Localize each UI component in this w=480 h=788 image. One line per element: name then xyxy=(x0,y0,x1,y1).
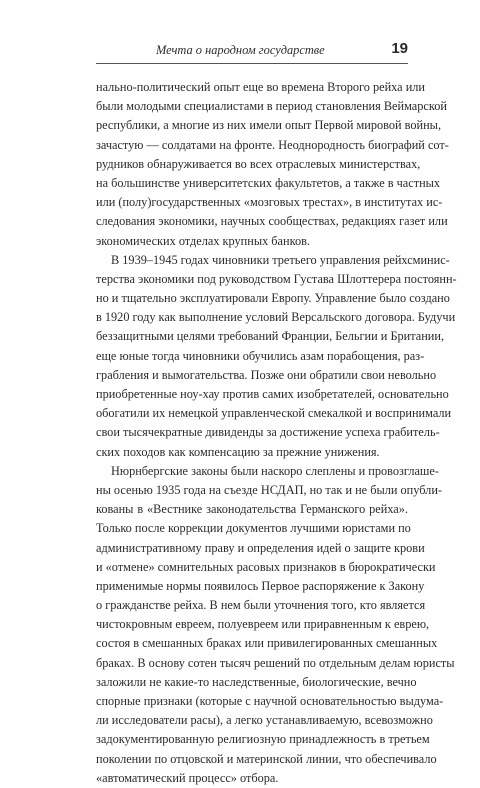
text-line: заложили не какие-то наследственные, биологические, вечно xyxy=(96,674,417,689)
text-line: применимые нормы появилось Первое распоряжение к Закону xyxy=(96,578,425,593)
text-line: республики, а многие из них имели опыт Первой мировой войны, xyxy=(96,118,442,133)
text-line: еще юные тогда чиновники обучились азам порабощения, раз- xyxy=(96,348,425,363)
text-line: ли исследователи расы), а легко устанавливаемую, всевозможно xyxy=(96,713,433,728)
text-line: терства экономики под руководством Густава Шлоттерера постоянн- xyxy=(96,271,457,286)
paragraph xyxy=(96,251,457,462)
running-header xyxy=(96,41,408,59)
text-line: спорные признаки (которые с научной основательностью выдума- xyxy=(96,694,444,708)
text-line: административному праву и определения идей о защите крови xyxy=(96,540,425,555)
text-line: и «отмене» сомнительных расовых признаков в бюрократически xyxy=(96,559,436,574)
header-rule xyxy=(96,63,408,64)
text-line: нально-политический опыт еще во времена Второго рейха или xyxy=(96,80,426,94)
text-line: обогатили их немецкой управленческой смекалкой и воспринимали xyxy=(96,406,452,421)
text-line: Нюрнбергские законы были наскоро слеплены и провозглаше- xyxy=(111,463,439,478)
text-line: ны осенью 1935 года на съезде НСДАП, но так и не были опубли- xyxy=(96,482,442,497)
text-line: были молодыми специалистами в период становления Веймарской xyxy=(96,99,447,114)
text-line: грабления и вымогательства. Позже они обратили свои невольно xyxy=(96,367,437,382)
text-line: зачастую — солдатами на фронте. Неоднородность биографий сот- xyxy=(96,137,449,152)
text-line: приобретенные ноу-хау против самих изобретателей, основательно xyxy=(96,387,449,401)
text-line: или (полу)государственных «мозговых трестах», в институтах ис- xyxy=(96,195,443,210)
running-title: Мечта о народном государстве xyxy=(156,43,325,57)
text-line: беззащитными целями требований Франции, Бельгии и Британии, xyxy=(96,329,445,344)
text-line: чистокровным евреем, полуевреем или приравненным к еврею, xyxy=(96,617,430,632)
text-line: «автоматический процесс» отбора. xyxy=(96,770,279,785)
page-number: 19 xyxy=(391,40,408,57)
text-line: в 1920 году как выполнение условий Версальского договора. Будучи xyxy=(96,310,456,325)
text-line: поколении по отцовской и материнской линии, что обеспечивало xyxy=(96,751,437,766)
text-line: но и тщательно эксплуатировали Европу. Управление было создано xyxy=(96,291,450,306)
body-text xyxy=(96,78,457,788)
text-line: Только после коррекции документов лучшими юристами по xyxy=(96,521,411,536)
text-line: В 1939–1945 годах чиновники третьего управления рейхсминис- xyxy=(111,252,450,267)
text-line: рудников обнаруживается во всех отраслевых министерствах, xyxy=(96,156,421,171)
text-line: ских походов как компенсацию за прежние унижения. xyxy=(96,444,380,459)
text-line: экономических отделах крупных банков. xyxy=(96,233,310,248)
text-line: кованы в «Вестнике законодательства Германского рейха». xyxy=(96,502,408,517)
text-line: задокументированную религиозную принадлежность в третьем xyxy=(96,732,430,747)
text-line: свои тысячекратные дивиденды за достижение успеха грабитель- xyxy=(96,425,440,440)
text-line: на большинстве университетских факультетов, а также в частных xyxy=(96,175,441,190)
text-line: состоя в смешанных браках или привилегированных смешанных xyxy=(96,636,438,651)
paragraph xyxy=(96,78,449,251)
paragraph xyxy=(96,462,455,788)
text-line: следования экономики, научных сообществах, редакциях газет или xyxy=(96,214,448,229)
text-line: о гражданстве рейха. В нем были уточнения того, кто является xyxy=(96,598,426,613)
text-line: браках. В основу сотен тысяч решений по отдельным делам юристы xyxy=(96,655,455,670)
